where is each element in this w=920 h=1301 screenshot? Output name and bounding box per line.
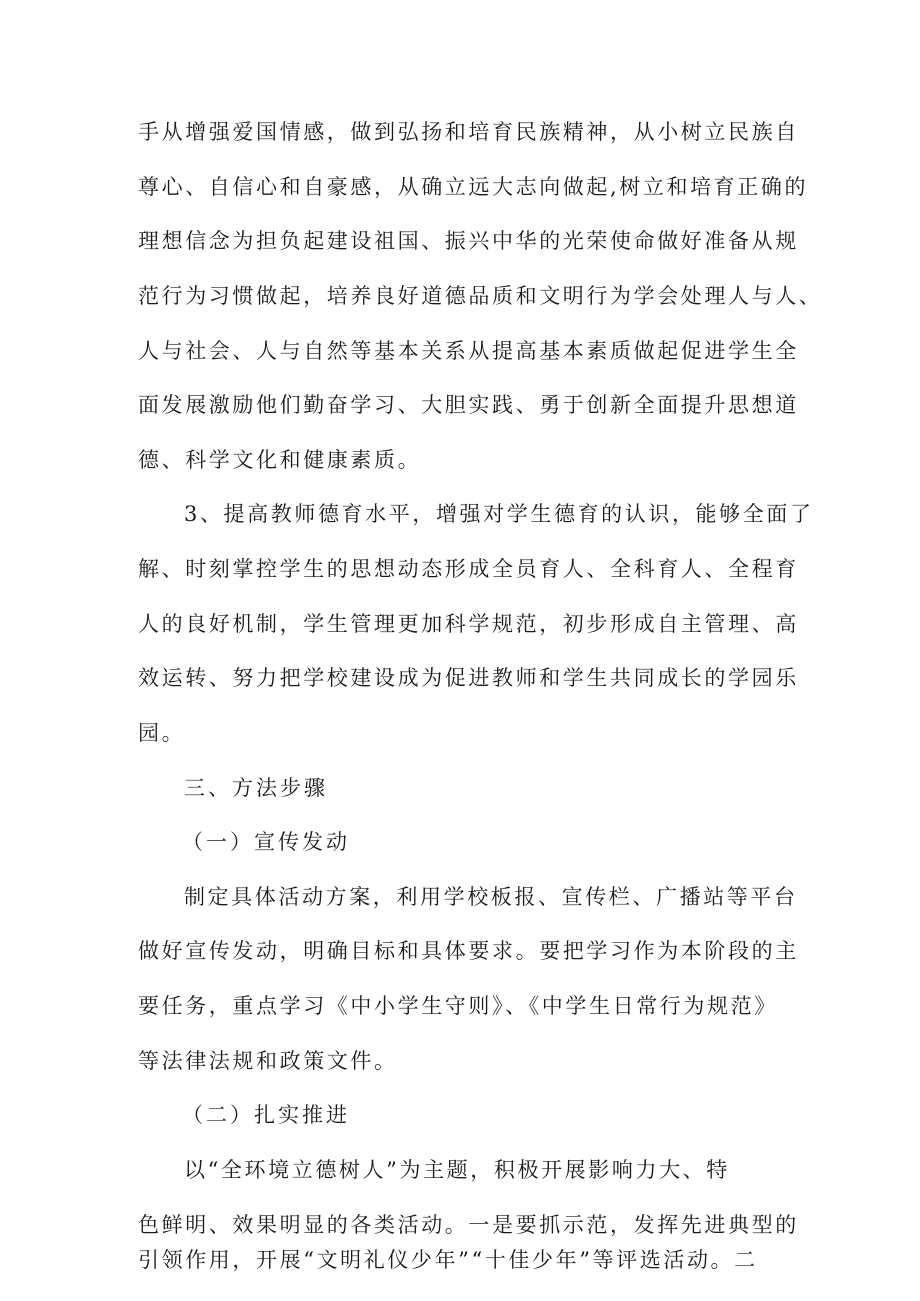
body-text-line: 色鲜明、效果明显的各类活动。一是要抓示范，发挥先进典型的 (138, 1213, 799, 1237)
subsection-heading-publicity: （一）宣传发动 (182, 830, 350, 854)
section-heading-methods: 三、方法步骤 (184, 776, 328, 800)
body-text-line: 要任务，重点学习《中小学生守则》、《中学生日常行为规范》 (138, 994, 778, 1018)
body-text-line: 人与社会、人与自然等基本关系从提高基本素质做起促进学生全 (138, 339, 799, 363)
body-text-line: 园。 (138, 721, 186, 745)
body-text-line: 效运转、努力把学校建设成为促进教师和学生共同成长的学园乐 (138, 666, 799, 690)
paragraph-first-line: 制定具体活动方案，利用学校板报、宣传栏、广播站等平台 (184, 885, 798, 909)
body-text-line: 面发展激励他们勤奋学习、大胆实践、勇于创新全面提升思想道 (138, 393, 799, 417)
body-text-line: 德、科学文化和健康素质。 (138, 448, 422, 472)
body-text-line: 尊心、自信心和自豪感，从确立远大志向做起,树立和培育正确的 (138, 175, 809, 199)
subsection-heading-advance: （二）扎实推进 (182, 1103, 350, 1127)
body-text-line: 范行为习惯做起，培养良好道德品质和文明行为学会处理人与人、 (138, 284, 823, 308)
paragraph-first-line: 以“全环境立德树人”为主题，积极开展影响力大、特 (184, 1158, 730, 1182)
body-text-line: 等法律法规和政策文件。 (138, 1049, 398, 1073)
body-text-line: 解、时刻掌控学生的思想动态形成全员育人、全科育人、全程育 (138, 557, 799, 581)
body-text-line: 理想信念为担负起建设祖国、振兴中华的光荣使命做好准备从规 (138, 229, 799, 253)
body-text-line: 手从增强爱国情感，做到弘扬和培育民族精神，从小树立民族自 (138, 120, 799, 144)
paragraph-3-first-line: 3、提高教师德育水平，增强对学生德育的认识，能够全面了 (184, 502, 814, 526)
body-text-line: 引领作用，开展“文明礼仪少年”“十佳少年”等评选活动。二 (138, 1248, 758, 1272)
body-text-line: 人的良好机制，学生管理更加科学规范，初步形成自主管理、高 (138, 612, 799, 636)
body-text-line: 做好宣传发动，明确目标和具体要求。要把学习作为本阶段的主 (138, 939, 799, 963)
